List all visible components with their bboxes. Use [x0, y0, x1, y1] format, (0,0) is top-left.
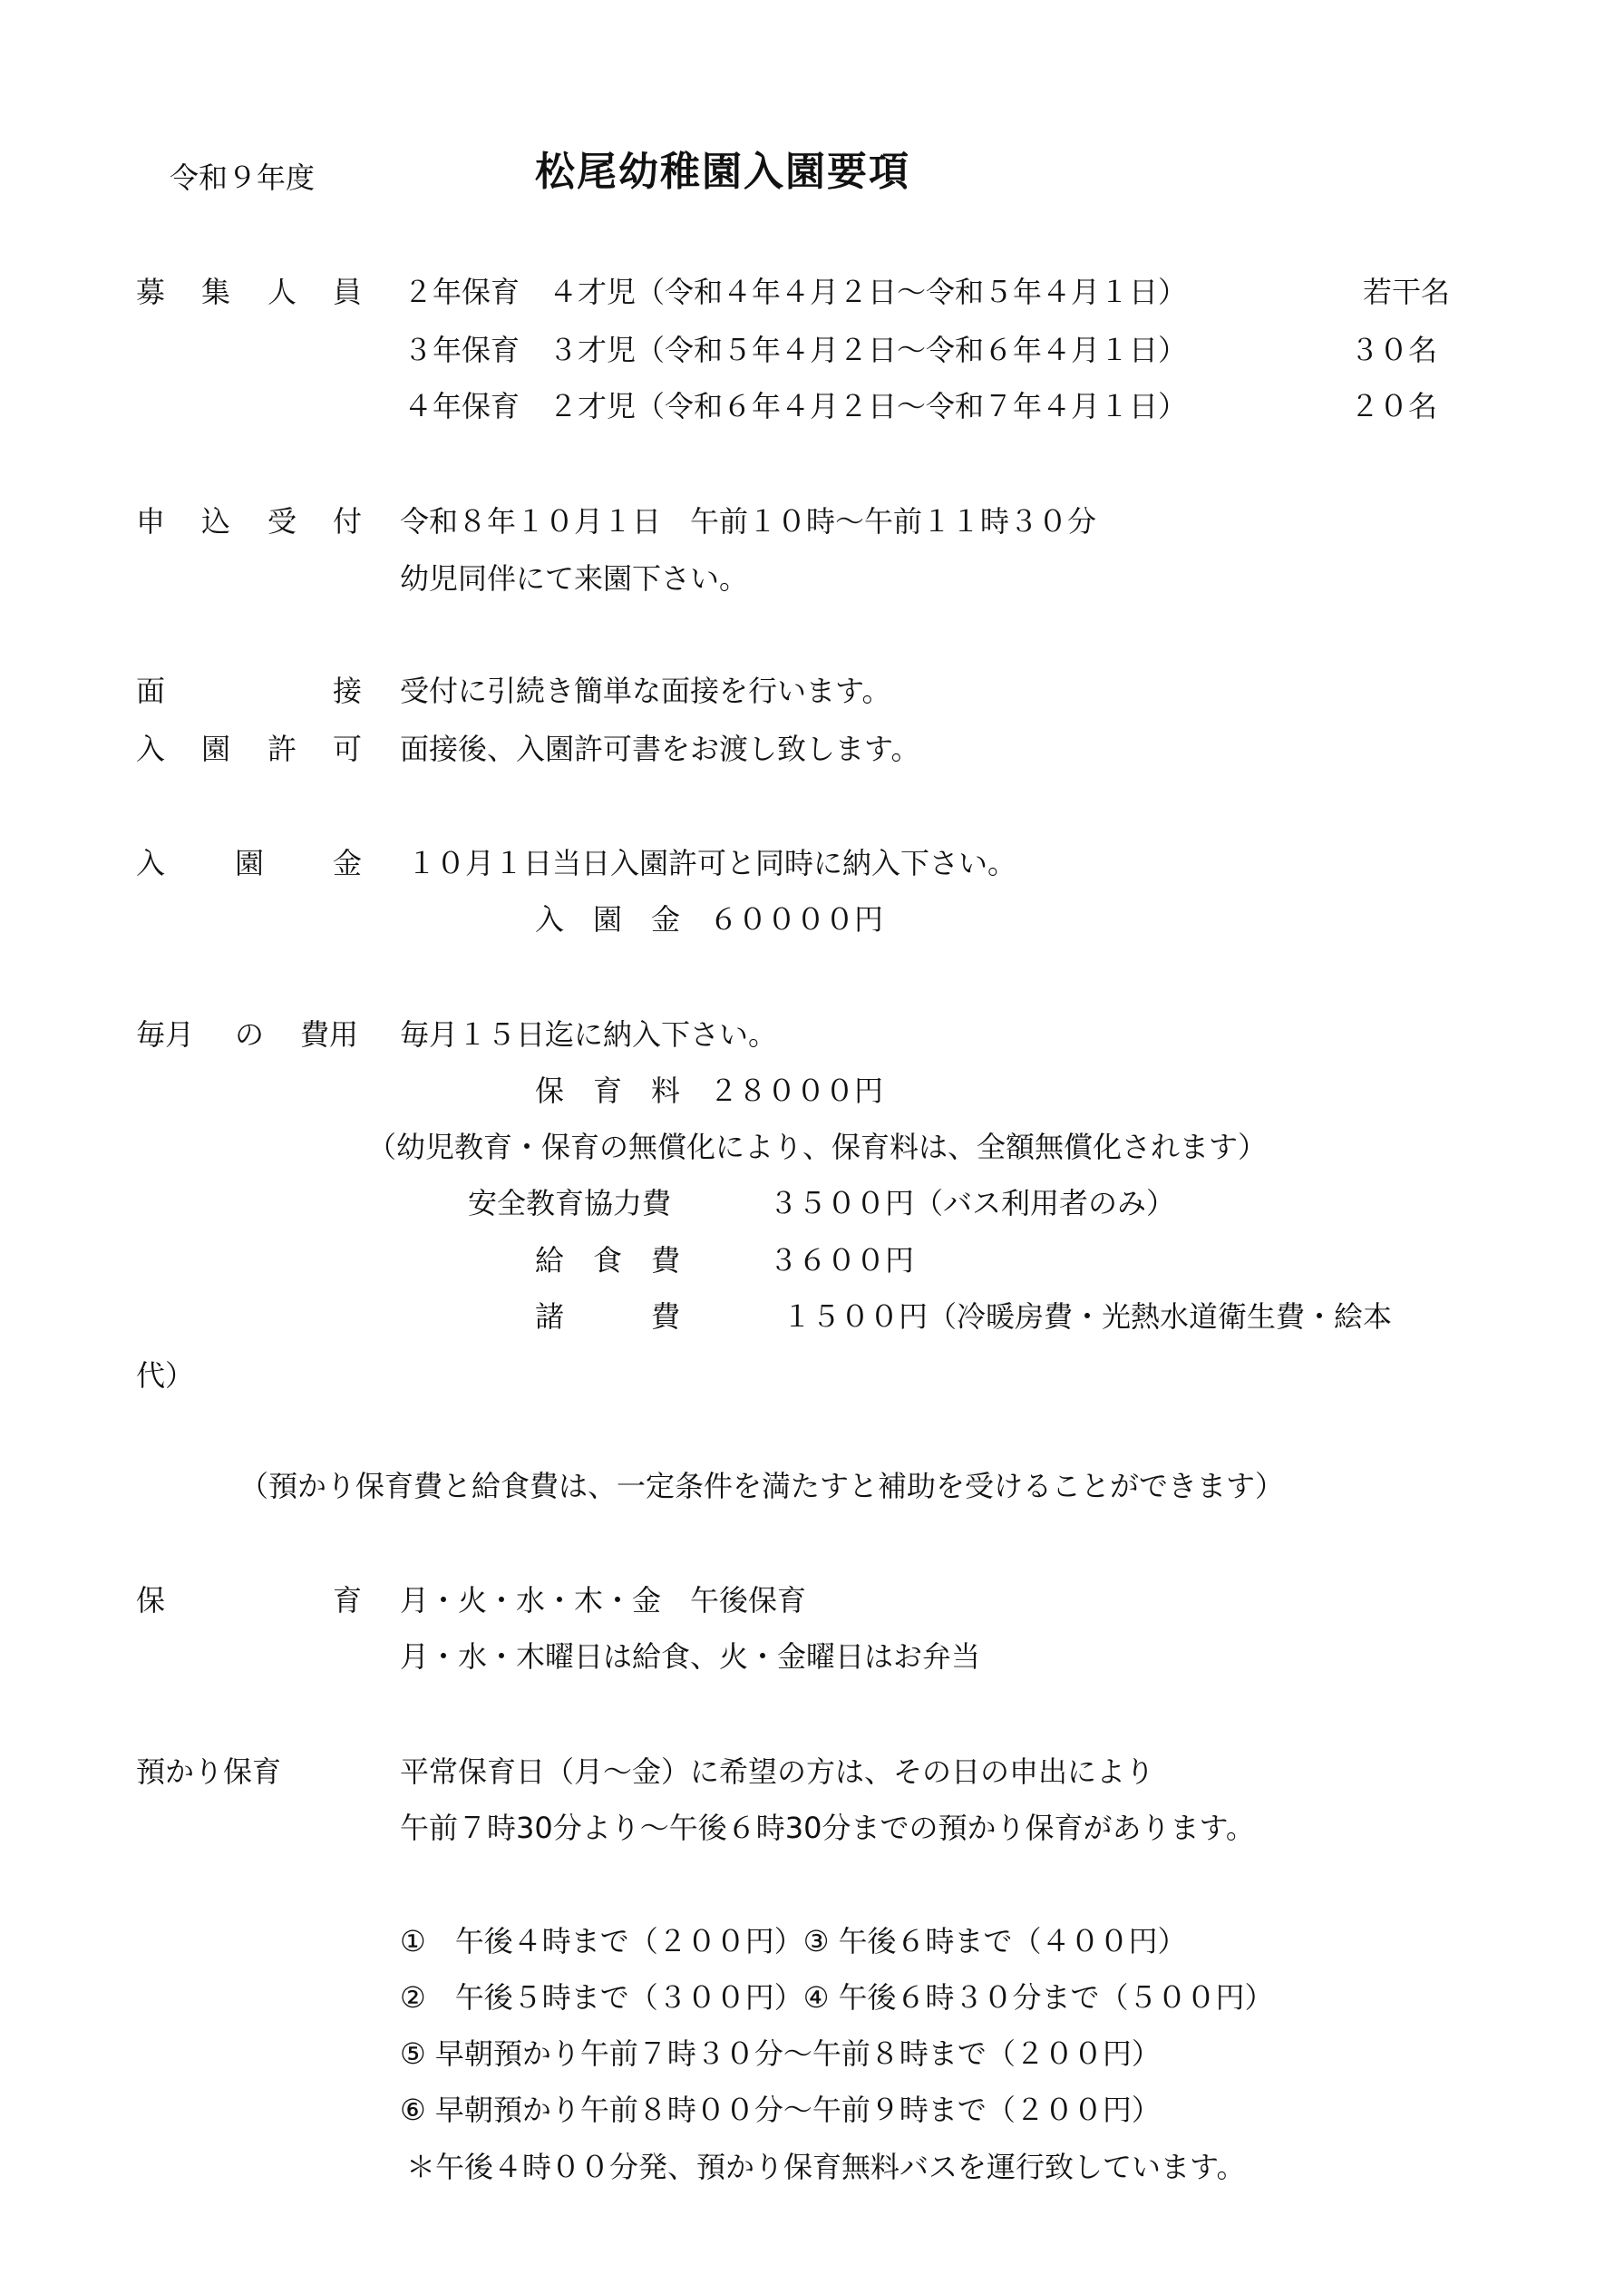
monthly-deadline: 毎月１５日迄に納入下さい。	[400, 1017, 778, 1052]
recruitment-row-3: ４年保育 ２才児（令和６年４月２日～令和７年４月１日）	[404, 389, 1188, 423]
childcare-days: 月・火・水・木・金 午後保育	[400, 1583, 807, 1618]
misc-fee-continuation: 代）	[136, 1358, 195, 1393]
recruitment-label-1: 募	[136, 275, 166, 309]
permission-label-1: 入	[136, 732, 166, 766]
recruitment-count-1: 若干名	[1363, 275, 1451, 309]
permission-label-3: 許	[267, 732, 297, 766]
monthly-label-3: 費用	[300, 1017, 359, 1052]
application-label-4: 付	[333, 504, 363, 539]
misc-fee-value: １５００円（冷暖房費・光熱水道衛生費・絵本	[783, 1299, 1393, 1334]
recruitment-row-2: ３年保育 ３才児（令和５年４月２日～令和６年４月１日）	[404, 333, 1188, 367]
page-title: 松尾幼稚園入園要項	[535, 149, 910, 195]
permission-label-2: 園	[201, 732, 231, 766]
entrance-fee-label-3: 金	[333, 846, 363, 880]
monthly-label-1: 毎月	[136, 1017, 195, 1052]
childcare-label-1: 保	[136, 1583, 166, 1618]
application-note: 幼児同伴にて来園下さい。	[400, 561, 749, 596]
meal-fee-value: ３６００円	[769, 1243, 915, 1278]
safety-fee-value: ３５００円（バス利用者のみ）	[769, 1186, 1176, 1220]
recruitment-count-3: ２０名	[1350, 389, 1438, 423]
childcare-label-2: 育	[333, 1583, 363, 1618]
recruitment-count-2: ３０名	[1350, 333, 1438, 367]
extended-care-line1: 平常保育日（月～金）に希望の方は、その日の申出により	[400, 1754, 1155, 1789]
interview-label-2: 接	[333, 674, 363, 708]
extended-care-item: ② 午後５時まで（３００円）④ 午後６時３０分まで（５００円）	[400, 1980, 1274, 2015]
subsidy-note: （預かり保育費と給食費は、一定条件を満たすと補助を受けることができます）	[239, 1469, 1285, 1503]
extended-care-item: ⑥ 早朝預かり午前８時００分～午前９時まで（２００円）	[400, 2093, 1161, 2127]
entrance-fee-label-2: 園	[235, 846, 265, 880]
application-datetime: 令和８年１０月１日 午前１０時～午前１１時３０分	[400, 504, 1097, 539]
monthly-label-2: の	[235, 1017, 265, 1052]
entrance-fee-label-1: 入	[136, 846, 166, 880]
entrance-fee-note: １０月１日当日入園許可と同時に納入下さい。	[407, 846, 1017, 880]
misc-fee-label: 諸 費	[535, 1299, 681, 1334]
application-label-1: 申	[136, 504, 166, 539]
free-education-note: （幼児教育・保育の無償化により、保育料は、全額無償化されます）	[367, 1130, 1268, 1164]
entrance-fee-amount: 入 園 金 ６００００円	[535, 902, 884, 937]
application-label-3: 受	[267, 504, 297, 539]
permission-label-4: 可	[333, 732, 363, 766]
extended-care-item: ⑤ 早朝預かり午前７時３０分～午前８時まで（２００円）	[400, 2036, 1161, 2071]
bus-note: ＊午後４時００分発、預かり保育無料バスを運行致しています。	[406, 2150, 1246, 2184]
extended-care-line2: 午前７時30分より～午後６時30分までの預かり保育があります。	[400, 1811, 1255, 1845]
fiscal-year: 令和９年度	[170, 160, 316, 195]
extended-care-label: 預かり保育	[136, 1754, 282, 1789]
recruitment-row-1: ２年保育 ４才児（令和４年４月２日～令和５年４月１日）	[404, 275, 1188, 309]
interview-text: 受付に引続き簡単な面接を行います。	[400, 674, 891, 708]
recruitment-label-4: 員	[333, 275, 363, 309]
extended-care-item: ① 午後４時まで（２００円）③ 午後６時まで（４００円）	[400, 1924, 1187, 1958]
recruitment-label-2: 集	[201, 275, 231, 309]
permission-text: 面接後、入園許可書をお渡し致します。	[400, 732, 920, 766]
recruitment-label-3: 人	[267, 275, 297, 309]
childcare-meals: 月・水・木曜日は給食、火・金曜日はお弁当	[400, 1639, 981, 1674]
meal-fee-label: 給 食 費	[535, 1243, 681, 1278]
interview-label-1: 面	[136, 674, 166, 708]
tuition-fee: 保 育 料 ２８０００円	[535, 1074, 884, 1108]
application-label-2: 込	[201, 504, 231, 539]
safety-fee-label: 安全教育協力費	[468, 1186, 672, 1220]
